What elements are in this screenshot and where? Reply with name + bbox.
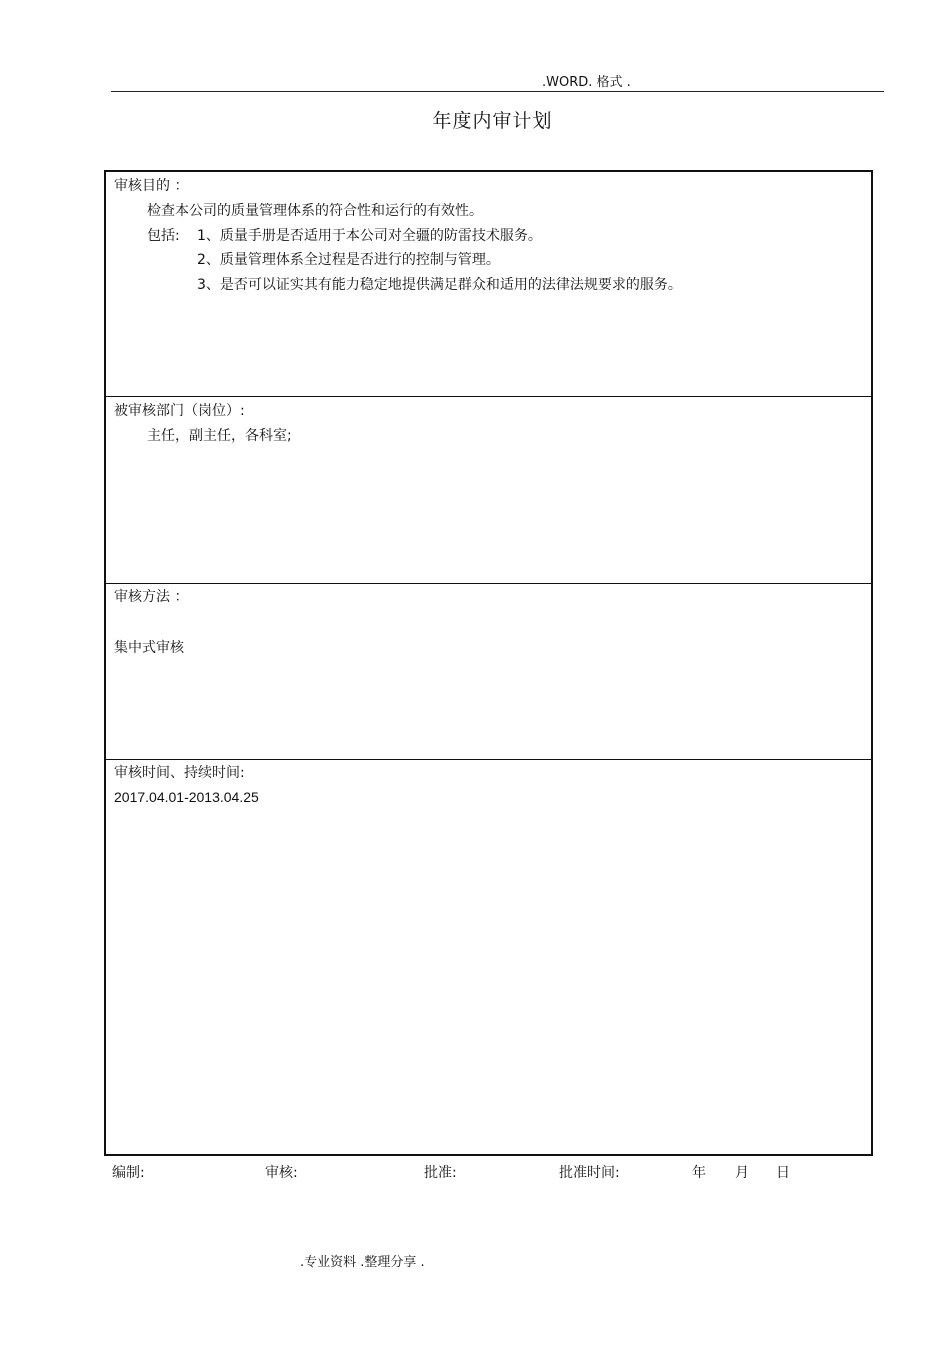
- footer-approval-time-label: 批准时间:: [559, 1165, 620, 1181]
- header-divider: [111, 91, 884, 92]
- audit-plan-form: [104, 170, 873, 1156]
- method-label: 审核方法 ：: [114, 589, 189, 605]
- purpose-line: 检查本公司的质量管理体系的符合性和运行的有效性。: [147, 203, 483, 219]
- footer-approved-label: 批准:: [424, 1165, 457, 1181]
- method-value: 集中式审核: [114, 640, 184, 656]
- footer-reviewed-label: 审核:: [265, 1165, 298, 1181]
- page-title: 年度内审计划: [432, 110, 553, 132]
- section-department: [106, 397, 871, 584]
- include-label: 包括:: [147, 228, 180, 244]
- header-text: .WORD. 格式 .: [542, 75, 631, 90]
- department-value: 主任，副主任，各科室;: [147, 428, 292, 444]
- bottom-note: .专业资料 .整理分享 .: [300, 1255, 425, 1270]
- footer-year: 年: [692, 1165, 706, 1181]
- time-label: 审核时间、持续时间:: [114, 765, 245, 781]
- purpose-item-3: 3、是否可以证实其有能力稳定地提供满足群众和适用的法律法规要求的服务。: [197, 277, 682, 293]
- time-value: 2017.04.01-2013.04.25: [114, 789, 259, 805]
- footer-compiled-label: 编制:: [112, 1165, 145, 1181]
- purpose-item-1: 1、质量手册是否适用于本公司对全疆的防雷技术服务。: [197, 228, 542, 244]
- purpose-label: 审核目的 ：: [114, 178, 189, 194]
- section-time: [106, 760, 871, 1154]
- footer-month: 月: [735, 1165, 749, 1181]
- section-purpose: [106, 172, 871, 397]
- purpose-item-2: 2、质量管理体系全过程是否进行的控制与管理。: [197, 252, 500, 268]
- footer-day: 日: [776, 1165, 790, 1181]
- section-method: [106, 584, 871, 760]
- department-label: 被审核部门（岗位）:: [114, 403, 245, 419]
